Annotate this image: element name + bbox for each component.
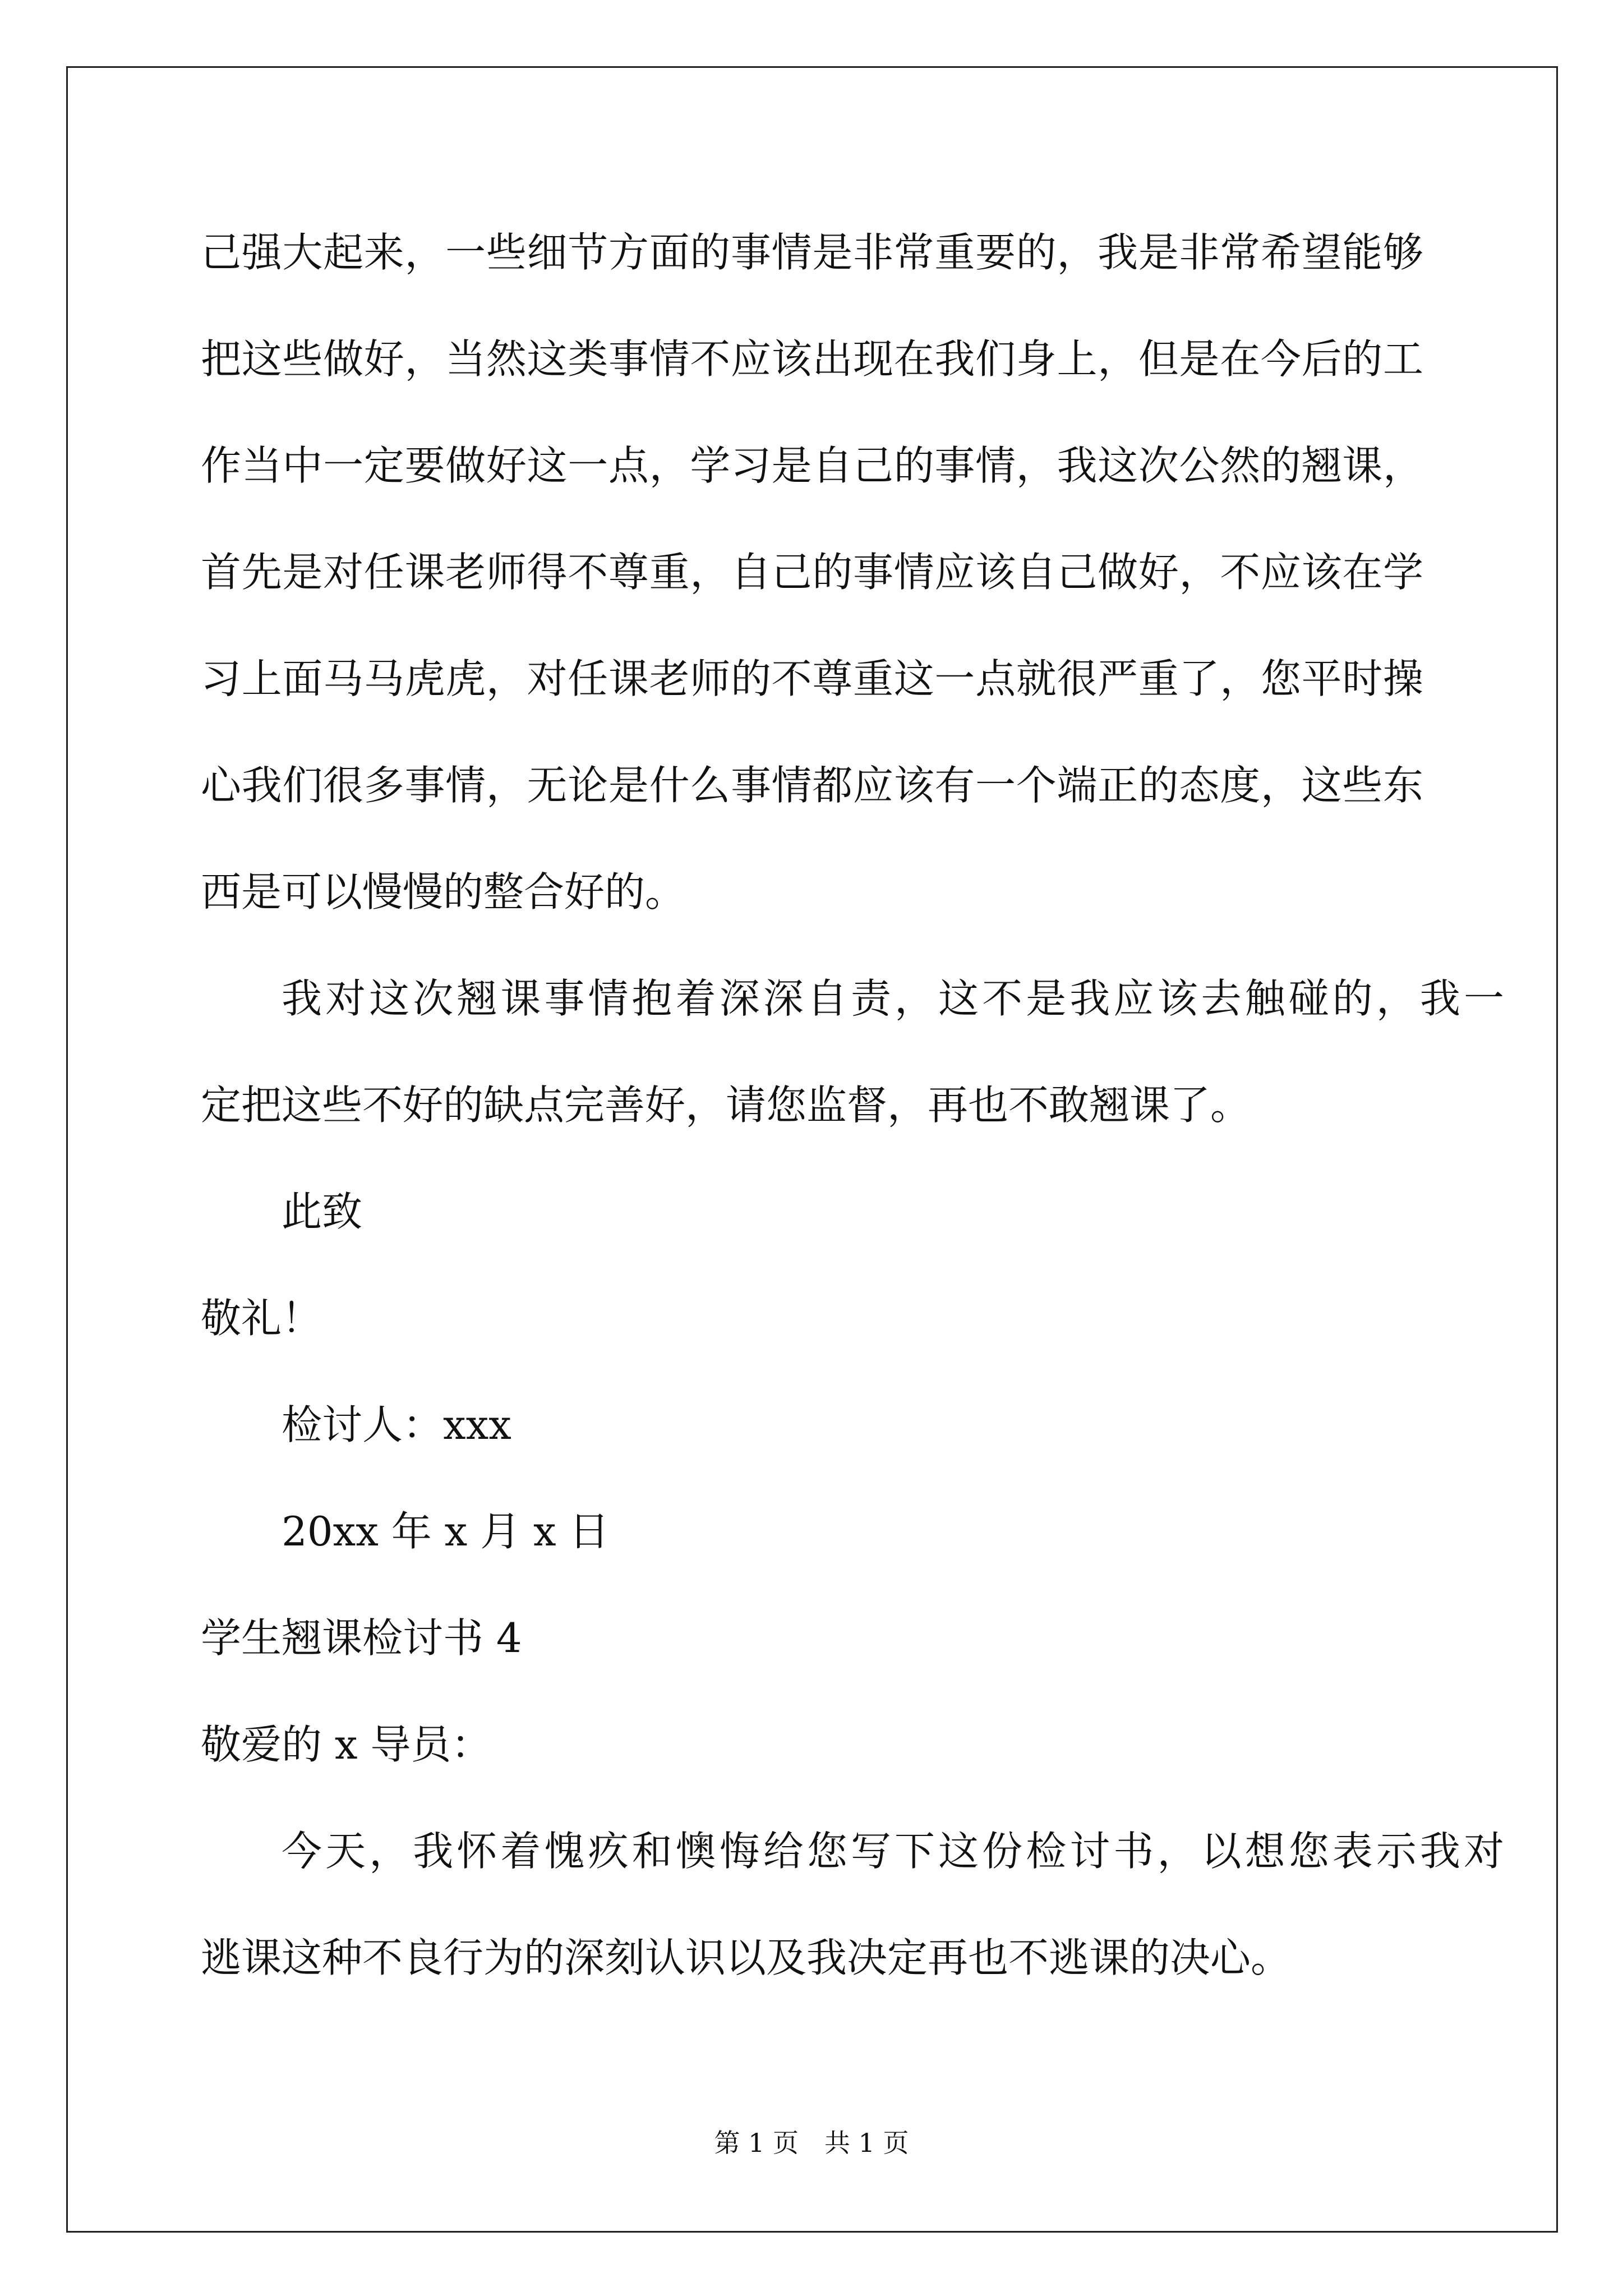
paragraph-line: 我对这次翘课事情抱着深深自责，这不是我应该去触碰的，我一 (282, 975, 1504, 1022)
paragraph-line: 心我们很多事情，无论是什么事情都应该有一个端正的态度，这些东 (201, 762, 1423, 809)
paragraph-line: 己强大起来，一些细节方面的事情是非常重要的，我是非常希望能够 (201, 229, 1423, 276)
paragraph-line: 首先是对任课老师得不尊重，自己的事情应该自己做好，不应该在学 (201, 549, 1423, 596)
paragraph-line: 西是可以慢慢的整合好的。 (201, 868, 686, 915)
greeting-line: 敬爱的 x 导员： (201, 1721, 492, 1768)
salutation-line: 此致 (282, 1188, 363, 1235)
paragraph-line: 定把这些不好的缺点完善好，请您监督，再也不敢翘课了。 (201, 1082, 1251, 1129)
closing-line: 敬礼！ (201, 1295, 322, 1342)
paragraph-line: 作当中一定要做好这一点，学习是自己的事情，我这次公然的翘课， (201, 442, 1423, 489)
date-line: 20xx 年 x 月 x 日 (282, 1508, 610, 1555)
paragraph-line: 今天，我怀着愧疚和懊悔给您写下这份检讨书，以想您表示我对 (282, 1828, 1504, 1875)
paragraph-line: 逃课这种不良行为的深刻认识以及我决定再也不逃课的决心。 (201, 1934, 1292, 1981)
paragraph-line: 习上面马马虎虎，对任课老师的不尊重这一点就很严重了，您平时操 (201, 655, 1423, 702)
document-body (201, 213, 1504, 2025)
section-title: 学生翘课检讨书 4 (201, 1614, 522, 1662)
paragraph-line: 把这些做好，当然这类事情不应该出现在我们身上，但是在今后的工 (201, 335, 1423, 383)
signature-line: 检讨人：xxx (282, 1401, 511, 1448)
page-footer: 第 1 页 共 1 页 (714, 2128, 909, 2158)
